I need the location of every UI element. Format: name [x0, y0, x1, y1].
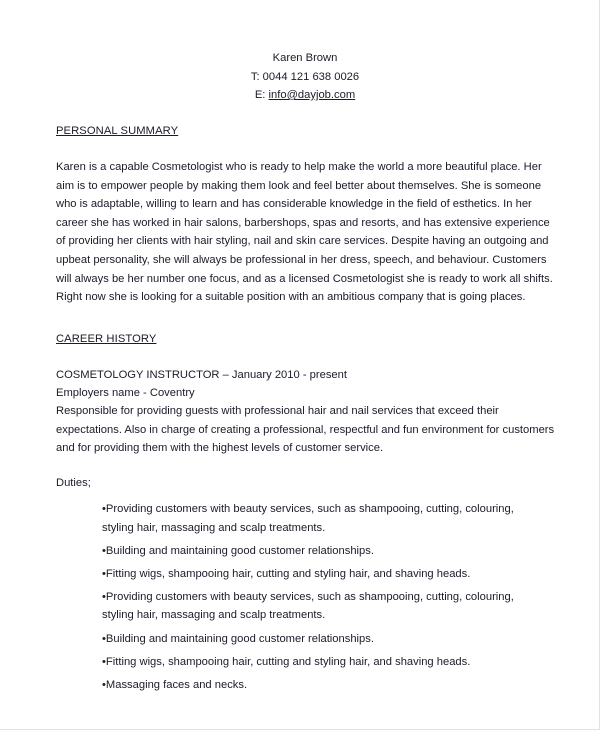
job-description: Responsible for providing guests with professional hair and nail services that exceed their expectations. Also in charge of creating a professional, respectful and fun environment for customers and for providing them with the highest levels of customer service. [56, 405, 555, 455]
duties-list [102, 500, 542, 699]
duty-item: • Fitting wigs, shampooing hair, cutting and styling hair, and shaving heads. [102, 565, 542, 584]
phone-number: T: 0044 121 638 0026 [250, 70, 360, 83]
job-title: COSMETOLOGY INSTRUCTOR – January 2010 - present [56, 369, 347, 381]
email-prefix: E: [254, 89, 269, 101]
email-line [0, 86, 600, 105]
personal-summary-text: Karen is a capable Cosmetologist who is ready to help make the world a more beautiful place. Her aim is to empower people by making them look and feel better about themselves. She is someone who is adaptable, willing to learn and has considerable knowledge in the field of esthetics. In her career she has worked in hair salons, barbershops, spas and resorts, and has extensive experience of providing her clients with hair styling, nail and skin care services. Despite having an outgoing and upbeat personality, she will always be professional in her dress, speech, and behaviour. Customers will always be her number one focus, and as a licensed Cosmetologist she is ready to work all shifts. Right now she is looking for a suitable position with an ambitious company that is going places. [56, 161, 553, 304]
duty-item: • Building and maintaining good customer relationships. [102, 542, 542, 561]
duty-item: • Massaging faces and necks. [102, 676, 542, 695]
duties-label: Duties; [56, 477, 91, 489]
candidate-name: Karen Brown [272, 52, 338, 64]
personal-summary-heading: PERSONAL SUMMARY [56, 125, 179, 137]
duty-item: • Fitting wigs, shampooing hair, cutting and styling hair, and shaving heads. [102, 653, 542, 672]
duty-item: • Providing customers with beauty services, such as shampooing, cutting, colouring, styling hair, massaging and scalp treatments. [102, 588, 542, 625]
duty-item: • Providing customers with beauty services, such as shampooing, cutting, colouring, styling hair, massaging and scalp treatments. [102, 500, 542, 537]
duty-item: • Building and maintaining good customer relationships. [102, 630, 542, 649]
contact-header [0, 49, 600, 105]
email-link[interactable]: info@dayjob.com [268, 89, 356, 101]
employer-name: Employers name - Coventry [56, 387, 195, 399]
career-history-heading: CAREER HISTORY [56, 333, 157, 345]
